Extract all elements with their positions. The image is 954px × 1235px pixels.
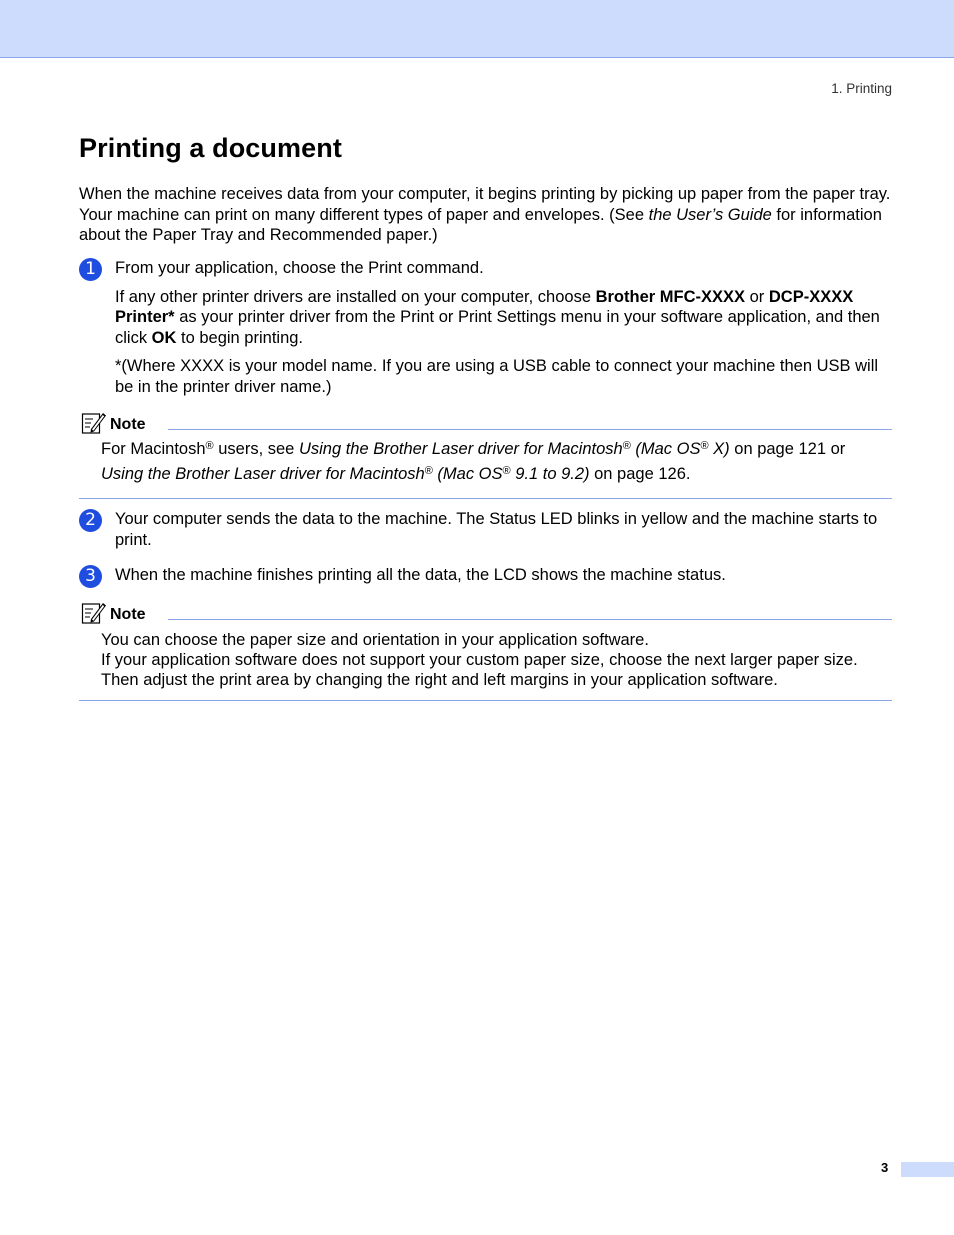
step-1-model-note: *(Where XXXX is your model name. If you are using a USB cable to connect your machine then USB will be in the printer driver name.) [115,357,879,396]
step-1-text: From your application, choose the Print command. [115,259,484,277]
note-line: Then adjust the print area by changing the right and left margins in your application software. [101,671,778,689]
step-2-text: Your computer sends the data to the machine. The Status LED blinks in yellow and the machine starts to print. [115,510,878,549]
step-2 [79,509,894,550]
step-1-driver-paragraph: If any other printer drivers are installed on your computer, choose Brother MFC-XXXX or DCP-XXXX Printer* as your printer driver from the Print or Print Settings menu in your software application, and then click OK to begin printing. [115,287,880,347]
note-divider [168,619,892,620]
note-box-paper-size [79,600,892,701]
note-line: If your application software does not support your custom paper size, choose the next larger paper size. [101,651,858,669]
step-3-text: When the machine finishes printing all the data, the LCD shows the machine status. [115,566,726,584]
note-divider [168,429,892,430]
page-number: 3 [881,1160,889,1175]
note-label: Note [110,606,146,623]
page-title: Printing a document [79,133,342,163]
note-line: You can choose the paper size and orientation in your application software. [101,631,649,649]
intro-paragraph: When the machine receives data from your computer, it begins printing by picking up paper from the paper tray. Your machine can print on many different types of paper and envelopes. (See the User’s Guide for information about the Paper Tray and Recommended paper.) [79,185,891,244]
step-1 [79,258,894,397]
note-2-text [101,626,892,690]
step-3 [79,565,894,586]
step-number-badge: 1 [79,258,102,281]
users-guide-reference: the User’s Guide [648,205,772,224]
header-band [0,0,954,58]
running-header: 1. Printing [831,81,892,96]
note-pencil-icon [81,600,107,624]
note-box-macintosh [79,410,892,499]
note-pencil-icon [81,410,107,434]
step-number-badge: 2 [79,509,102,532]
note-label: Note [110,416,146,433]
page-tab-marker [901,1162,954,1177]
note-1-text: For Macintosh® users, see Using the Brother Laser driver for Macintosh® (Mac OS® X) on page 121 or Using the Brother Laser driver for Macintosh® (Mac OS® 9.1 to 9.2) on page 126. [101,440,846,483]
step-number-badge: 3 [79,565,102,588]
